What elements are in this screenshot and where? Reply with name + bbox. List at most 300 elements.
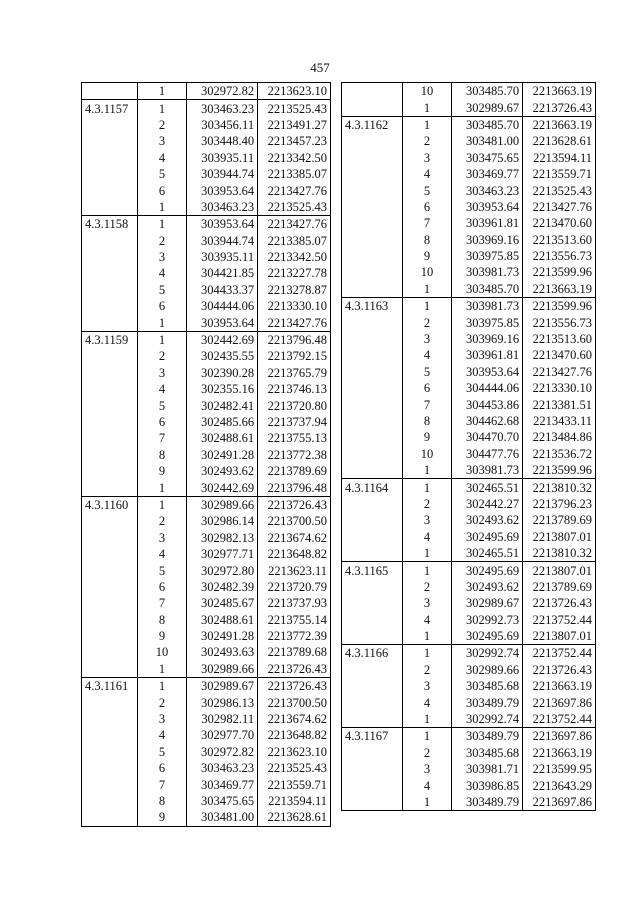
parcel-id-cell [82, 233, 138, 249]
point-number-cell: 3 [402, 595, 452, 611]
point-number-cell: 3 [137, 249, 187, 265]
parcel-id-cell [82, 365, 138, 381]
y-coordinate-cell: 2213470.60 [523, 215, 596, 231]
parcel-id-cell: 4.3.1165 [342, 562, 403, 579]
point-number-cell: 5 [137, 744, 187, 760]
point-number-cell: 8 [137, 612, 187, 628]
parcel-id-cell [342, 248, 403, 264]
y-coordinate-cell: 2213720.79 [258, 579, 331, 595]
parcel-id-cell [342, 579, 403, 595]
point-number-cell: 5 [402, 364, 452, 380]
x-coordinate-cell: 302989.67 [452, 595, 523, 611]
parcel-id-cell [342, 794, 403, 811]
x-coordinate-cell: 303953.64 [452, 199, 523, 215]
parcel-id-cell [342, 166, 403, 182]
x-coordinate-cell: 304421.85 [187, 265, 258, 281]
parcel-id-cell [82, 182, 138, 198]
x-coordinate-cell: 302972.82 [187, 744, 258, 760]
table-row [342, 264, 596, 280]
table-row [342, 364, 596, 380]
table-row [82, 776, 331, 792]
point-number-cell: 4 [402, 612, 452, 628]
parcel-id-cell [82, 661, 138, 678]
table-row [342, 232, 596, 248]
parcel-id-cell [82, 282, 138, 298]
parcel-id-cell: 4.3.1157 [82, 100, 138, 117]
y-coordinate-cell: 2213330.10 [523, 380, 596, 396]
point-number-cell: 3 [402, 512, 452, 528]
table-row [342, 347, 596, 363]
x-coordinate-cell: 302495.69 [452, 562, 523, 579]
y-coordinate-cell: 2213796.48 [258, 479, 331, 496]
x-coordinate-cell: 304462.68 [452, 413, 523, 429]
coordinates-table-right [341, 82, 596, 811]
x-coordinate-cell: 302493.62 [452, 512, 523, 528]
x-coordinate-cell: 303463.23 [187, 100, 258, 117]
y-coordinate-cell: 2213726.43 [523, 662, 596, 678]
table-row [342, 99, 596, 116]
table-row [82, 530, 331, 546]
point-number-cell: 9 [137, 809, 187, 826]
point-number-cell: 6 [137, 298, 187, 314]
table-row [342, 380, 596, 396]
x-coordinate-cell: 303961.81 [452, 347, 523, 363]
x-coordinate-cell: 302442.69 [187, 479, 258, 496]
y-coordinate-cell: 2213737.94 [258, 414, 331, 430]
point-number-cell: 6 [402, 380, 452, 396]
parcel-id-cell [82, 809, 138, 826]
parcel-id-cell [82, 397, 138, 413]
y-coordinate-cell: 2213807.01 [523, 562, 596, 579]
table-row [342, 331, 596, 347]
parcel-id-cell [82, 727, 138, 743]
parcel-id-cell [82, 83, 138, 100]
y-coordinate-cell: 2213599.96 [523, 462, 596, 479]
table-row [342, 215, 596, 231]
x-coordinate-cell: 303469.77 [187, 776, 258, 792]
y-coordinate-cell: 2213599.95 [523, 761, 596, 777]
x-coordinate-cell: 302972.80 [187, 562, 258, 578]
x-coordinate-cell: 302482.41 [187, 397, 258, 413]
table-row [342, 199, 596, 215]
table-row [342, 396, 596, 412]
point-number-cell: 1 [402, 479, 452, 496]
parcel-id-cell [342, 429, 403, 445]
point-number-cell: 2 [402, 579, 452, 595]
parcel-id-cell [342, 694, 403, 710]
point-number-cell: 1 [402, 628, 452, 645]
x-coordinate-cell: 303469.77 [452, 166, 523, 182]
y-coordinate-cell: 2213752.44 [523, 645, 596, 662]
point-number-cell: 5 [137, 562, 187, 578]
y-coordinate-cell: 2213796.23 [523, 496, 596, 512]
parcel-id-cell: 4.3.1166 [342, 645, 403, 662]
point-number-cell: 10 [137, 644, 187, 660]
parcel-id-cell [342, 628, 403, 645]
y-coordinate-cell: 2213772.38 [258, 447, 331, 463]
parcel-id-cell [82, 447, 138, 463]
y-coordinate-cell: 2213648.82 [258, 727, 331, 743]
parcel-id-cell [342, 462, 403, 479]
table-row [82, 661, 331, 678]
x-coordinate-cell: 304453.86 [452, 396, 523, 412]
y-coordinate-cell: 2213674.62 [258, 711, 331, 727]
y-coordinate-cell: 2213470.60 [523, 347, 596, 363]
table-row [342, 628, 596, 645]
table-row [82, 150, 331, 166]
parcel-id-cell [82, 133, 138, 149]
y-coordinate-cell: 2213525.43 [258, 760, 331, 776]
x-coordinate-cell: 303944.74 [187, 166, 258, 182]
parcel-id-cell [82, 776, 138, 792]
point-number-cell: 2 [137, 233, 187, 249]
parcel-id-cell [342, 745, 403, 761]
y-coordinate-cell: 2213792.15 [258, 348, 331, 364]
y-coordinate-cell: 2213789.68 [258, 644, 331, 660]
parcel-id-cell [342, 396, 403, 412]
y-coordinate-cell: 2213807.01 [523, 628, 596, 645]
x-coordinate-cell: 303969.16 [452, 331, 523, 347]
x-coordinate-cell: 302493.62 [187, 463, 258, 479]
table-row [82, 182, 331, 198]
table-row [82, 348, 331, 364]
point-number-cell: 2 [402, 133, 452, 149]
point-number-cell: 1 [402, 281, 452, 298]
x-coordinate-cell: 304444.06 [452, 380, 523, 396]
point-number-cell: 4 [402, 166, 452, 182]
table-row [342, 429, 596, 445]
point-number-cell: 5 [137, 166, 187, 182]
y-coordinate-cell: 2213433.11 [523, 413, 596, 429]
point-number-cell: 9 [402, 248, 452, 264]
x-coordinate-cell: 302491.28 [187, 447, 258, 463]
point-number-cell: 10 [402, 446, 452, 462]
parcel-id-cell: 4.3.1163 [342, 298, 403, 315]
x-coordinate-cell: 302989.66 [187, 661, 258, 678]
x-coordinate-cell: 303981.73 [452, 264, 523, 280]
x-coordinate-cell: 302488.61 [187, 612, 258, 628]
x-coordinate-cell: 302989.66 [452, 662, 523, 678]
y-coordinate-cell: 2213726.43 [523, 595, 596, 611]
point-number-cell: 1 [137, 216, 187, 233]
point-number-cell: 4 [137, 727, 187, 743]
x-coordinate-cell: 303953.64 [452, 364, 523, 380]
x-coordinate-cell: 302488.61 [187, 430, 258, 446]
x-coordinate-cell: 302442.69 [187, 331, 258, 348]
y-coordinate-cell: 2213726.43 [523, 99, 596, 116]
table-row [342, 182, 596, 198]
y-coordinate-cell: 2213755.14 [258, 612, 331, 628]
x-coordinate-cell: 303953.64 [187, 216, 258, 233]
parcel-id-cell [82, 348, 138, 364]
table-row [82, 365, 331, 381]
x-coordinate-cell: 303981.71 [452, 761, 523, 777]
x-coordinate-cell: 302982.11 [187, 711, 258, 727]
point-number-cell: 4 [402, 347, 452, 363]
point-number-cell: 8 [137, 447, 187, 463]
y-coordinate-cell: 2213623.10 [258, 83, 331, 100]
table-row [342, 794, 596, 811]
point-number-cell: 7 [402, 215, 452, 231]
x-coordinate-cell: 302982.13 [187, 530, 258, 546]
parcel-id-cell [342, 380, 403, 396]
x-coordinate-cell: 302989.66 [187, 496, 258, 513]
parcel-id-cell: 4.3.1158 [82, 216, 138, 233]
parcel-id-cell [342, 364, 403, 380]
x-coordinate-cell: 302495.69 [452, 529, 523, 545]
y-coordinate-cell: 2213720.80 [258, 397, 331, 413]
point-number-cell: 4 [137, 381, 187, 397]
x-coordinate-cell: 303475.65 [452, 150, 523, 166]
y-coordinate-cell: 2213556.73 [523, 314, 596, 330]
x-coordinate-cell: 302989.67 [452, 99, 523, 116]
y-coordinate-cell: 2213789.69 [523, 579, 596, 595]
point-number-cell: 1 [402, 728, 452, 745]
table-row [82, 595, 331, 611]
y-coordinate-cell: 2213737.93 [258, 595, 331, 611]
parcel-id-cell [82, 249, 138, 265]
x-coordinate-cell: 302986.13 [187, 694, 258, 710]
y-coordinate-cell: 2213559.71 [258, 776, 331, 792]
table-row [82, 678, 331, 695]
parcel-id-cell: 4.3.1160 [82, 496, 138, 513]
x-coordinate-cell: 302977.70 [187, 727, 258, 743]
table-row [342, 83, 596, 100]
y-coordinate-cell: 2213789.69 [523, 512, 596, 528]
table-row [82, 711, 331, 727]
table-row [342, 496, 596, 512]
table-row [82, 298, 331, 314]
table-row [82, 513, 331, 529]
x-coordinate-cell: 302495.69 [452, 628, 523, 645]
table-row [82, 744, 331, 760]
y-coordinate-cell: 2213697.86 [523, 794, 596, 811]
point-number-cell: 3 [402, 331, 452, 347]
x-coordinate-cell: 303489.79 [452, 794, 523, 811]
table-row [82, 133, 331, 149]
y-coordinate-cell: 2213628.61 [523, 133, 596, 149]
point-number-cell: 1 [137, 100, 187, 117]
table-row [342, 512, 596, 528]
y-coordinate-cell: 2213697.86 [523, 694, 596, 710]
point-number-cell: 2 [137, 117, 187, 133]
table-row [342, 711, 596, 728]
table-row [82, 447, 331, 463]
table-row [342, 166, 596, 182]
parcel-id-cell [342, 99, 403, 116]
parcel-id-cell [82, 579, 138, 595]
point-number-cell: 2 [402, 745, 452, 761]
parcel-id-cell [342, 314, 403, 330]
y-coordinate-cell: 2213556.73 [523, 248, 596, 264]
x-coordinate-cell: 303944.74 [187, 233, 258, 249]
parcel-id-cell [82, 463, 138, 479]
table-row [82, 430, 331, 446]
parcel-id-cell [342, 281, 403, 298]
point-number-cell: 4 [402, 529, 452, 545]
parcel-id-cell [82, 150, 138, 166]
y-coordinate-cell: 2213599.96 [523, 298, 596, 315]
parcel-id-cell: 4.3.1161 [82, 678, 138, 695]
parcel-id-cell [342, 182, 403, 198]
parcel-id-cell [82, 117, 138, 133]
parcel-id-cell [82, 298, 138, 314]
x-coordinate-cell: 303975.85 [452, 248, 523, 264]
y-coordinate-cell: 2213700.50 [258, 694, 331, 710]
table-row [82, 166, 331, 182]
y-coordinate-cell: 2213342.50 [258, 150, 331, 166]
y-coordinate-cell: 2213427.76 [258, 182, 331, 198]
y-coordinate-cell: 2213663.19 [523, 116, 596, 133]
point-number-cell: 1 [137, 83, 187, 100]
parcel-id-cell [82, 314, 138, 331]
parcel-id-cell: 4.3.1164 [342, 479, 403, 496]
table-row [82, 628, 331, 644]
point-number-cell: 6 [137, 579, 187, 595]
x-coordinate-cell: 302493.63 [187, 644, 258, 660]
parcel-id-cell [342, 331, 403, 347]
parcel-id-cell [342, 413, 403, 429]
point-number-cell: 1 [137, 199, 187, 216]
y-coordinate-cell: 2213330.10 [258, 298, 331, 314]
point-number-cell: 3 [402, 761, 452, 777]
x-coordinate-cell: 302465.51 [452, 479, 523, 496]
x-coordinate-cell: 303481.00 [452, 133, 523, 149]
parcel-id-cell [342, 678, 403, 694]
parcel-id-cell [82, 530, 138, 546]
table-row [82, 397, 331, 413]
point-number-cell: 4 [137, 265, 187, 281]
table-row [82, 117, 331, 133]
table-row [82, 414, 331, 430]
point-number-cell: 1 [137, 678, 187, 695]
x-coordinate-cell: 302465.51 [452, 545, 523, 562]
point-number-cell: 5 [137, 282, 187, 298]
parcel-id-cell [342, 199, 403, 215]
y-coordinate-cell: 2213643.29 [523, 777, 596, 793]
parcel-id-cell [342, 662, 403, 678]
point-number-cell: 1 [402, 545, 452, 562]
point-number-cell: 5 [402, 182, 452, 198]
parcel-id-cell [342, 496, 403, 512]
y-coordinate-cell: 2213755.13 [258, 430, 331, 446]
point-number-cell: 5 [137, 397, 187, 413]
table-row [342, 479, 596, 496]
point-number-cell: 7 [137, 595, 187, 611]
y-coordinate-cell: 2213796.48 [258, 331, 331, 348]
point-number-cell: 4 [137, 150, 187, 166]
parcel-id-cell [82, 595, 138, 611]
y-coordinate-cell: 2213648.82 [258, 546, 331, 562]
y-coordinate-cell: 2213491.27 [258, 117, 331, 133]
y-coordinate-cell: 2213789.69 [258, 463, 331, 479]
table-row [342, 133, 596, 149]
parcel-id-cell [82, 744, 138, 760]
x-coordinate-cell: 303485.70 [452, 116, 523, 133]
table-row [82, 579, 331, 595]
y-coordinate-cell: 2213457.23 [258, 133, 331, 149]
parcel-id-cell [342, 215, 403, 231]
point-number-cell: 7 [137, 776, 187, 792]
table-row [82, 100, 331, 117]
point-number-cell: 9 [137, 463, 187, 479]
x-coordinate-cell: 303961.81 [452, 215, 523, 231]
coordinates-table-left [81, 82, 331, 827]
y-coordinate-cell: 2213752.44 [523, 612, 596, 628]
parcel-id-cell [342, 711, 403, 728]
y-coordinate-cell: 2213513.60 [523, 331, 596, 347]
y-coordinate-cell: 2213726.43 [258, 678, 331, 695]
table-row [342, 281, 596, 298]
point-number-cell: 1 [402, 645, 452, 662]
y-coordinate-cell: 2213810.32 [523, 479, 596, 496]
table-row [82, 793, 331, 809]
x-coordinate-cell: 303481.00 [187, 809, 258, 826]
y-coordinate-cell: 2213427.76 [523, 364, 596, 380]
table-row [342, 545, 596, 562]
y-coordinate-cell: 2213525.43 [523, 182, 596, 198]
table-row [82, 249, 331, 265]
y-coordinate-cell: 2213381.51 [523, 396, 596, 412]
y-coordinate-cell: 2213726.43 [258, 496, 331, 513]
table-row [342, 298, 596, 315]
y-coordinate-cell: 2213227.78 [258, 265, 331, 281]
y-coordinate-cell: 2213772.39 [258, 628, 331, 644]
y-coordinate-cell: 2213427.76 [523, 199, 596, 215]
x-coordinate-cell: 302992.74 [452, 645, 523, 662]
point-number-cell: 2 [137, 348, 187, 364]
y-coordinate-cell: 2213663.19 [523, 83, 596, 100]
table-row [82, 496, 331, 513]
table-row [82, 809, 331, 826]
parcel-id-cell [342, 150, 403, 166]
point-number-cell: 3 [137, 530, 187, 546]
parcel-id-cell [82, 760, 138, 776]
point-number-cell: 10 [402, 264, 452, 280]
parcel-id-cell [82, 612, 138, 628]
parcel-id-cell [82, 644, 138, 660]
x-coordinate-cell: 303953.64 [187, 182, 258, 198]
parcel-id-cell [342, 761, 403, 777]
point-number-cell: 6 [137, 414, 187, 430]
table-row [82, 265, 331, 281]
table-row [342, 529, 596, 545]
point-number-cell: 8 [402, 413, 452, 429]
x-coordinate-cell: 303969.16 [452, 232, 523, 248]
y-coordinate-cell: 2213427.76 [258, 314, 331, 331]
y-coordinate-cell: 2213674.62 [258, 530, 331, 546]
table-row [82, 216, 331, 233]
x-coordinate-cell: 303485.70 [452, 281, 523, 298]
point-number-cell: 1 [402, 562, 452, 579]
y-coordinate-cell: 2213810.32 [523, 545, 596, 562]
point-number-cell: 3 [137, 365, 187, 381]
table-row [82, 644, 331, 660]
y-coordinate-cell: 2213513.60 [523, 232, 596, 248]
x-coordinate-cell: 303456.11 [187, 117, 258, 133]
x-coordinate-cell: 303485.70 [452, 83, 523, 100]
table-row [342, 248, 596, 264]
table-row [342, 314, 596, 330]
point-number-cell: 2 [402, 314, 452, 330]
y-coordinate-cell: 2213700.50 [258, 513, 331, 529]
point-number-cell: 1 [137, 661, 187, 678]
parcel-id-cell [82, 381, 138, 397]
x-coordinate-cell: 302992.74 [452, 711, 523, 728]
y-coordinate-cell: 2213536.72 [523, 446, 596, 462]
parcel-id-cell [342, 612, 403, 628]
point-number-cell: 1 [402, 462, 452, 479]
